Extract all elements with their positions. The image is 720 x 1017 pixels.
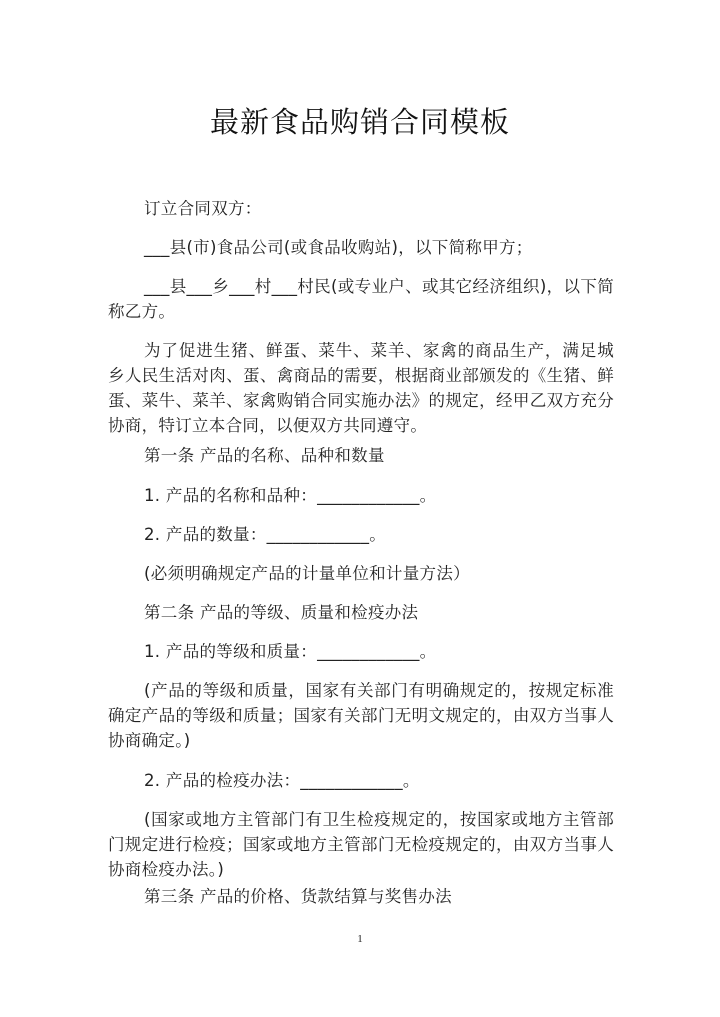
article-1-note: (必须明确规定产品的计量单位和计量方法） <box>144 564 470 583</box>
party-a-clause: ___县(市)食品公司(或食品收购站)，以下简称甲方； <box>144 238 533 257</box>
article-2-item-1: 1. 产品的等级和质量：____________。 <box>144 642 437 661</box>
document-title: 最新食品购销合同模板 <box>209 105 510 139</box>
article-2-item-2: 2. 产品的检疫办法：____________。 <box>144 771 420 790</box>
page-number: 1 <box>357 933 363 945</box>
article-2-note-1: (产品的等级和质量，国家有关部门有明确规定的，按规定标准确定产品的等级和质量；国家有关部门无明文规定的，由双方当事人协商确定。) <box>108 681 614 750</box>
article-1-heading: 第一条 产品的名称、品种和数量 <box>144 446 385 465</box>
parties-heading: 订立合同双方： <box>144 199 262 218</box>
article-3-heading: 第三条 产品的价格、货款结算与奖售办法 <box>144 887 452 906</box>
article-1-item-1: 1. 产品的名称和品种：____________。 <box>144 486 437 505</box>
article-1-item-2: 2. 产品的数量：____________。 <box>144 525 387 544</box>
article-2-note-2: (国家或地方主管部门有卫生检疫规定的，按国家或地方主管部门规定进行检疫；国家或地方主管部门无检疫规定的，由双方当事人协商检疫办法。) <box>108 810 614 879</box>
preamble-paragraph: 为了促进生猪、鲜蛋、菜牛、菜羊、家禽的商品生产，满足城乡人民生活对肉、蛋、禽商品的需要，根据商业部颁发的《生猪、鲜蛋、菜牛、菜羊、家禽购销合同实施办法》的规定，经甲乙双方充分协商，特订立本合同，以便双方共同遵守。 <box>108 341 614 435</box>
article-2-heading: 第二条 产品的等级、质量和检疫办法 <box>144 603 419 622</box>
party-b-clause: ___县___乡___村___村民(或专业户、或其它经济组织)，以下简称乙方。 <box>108 277 614 321</box>
